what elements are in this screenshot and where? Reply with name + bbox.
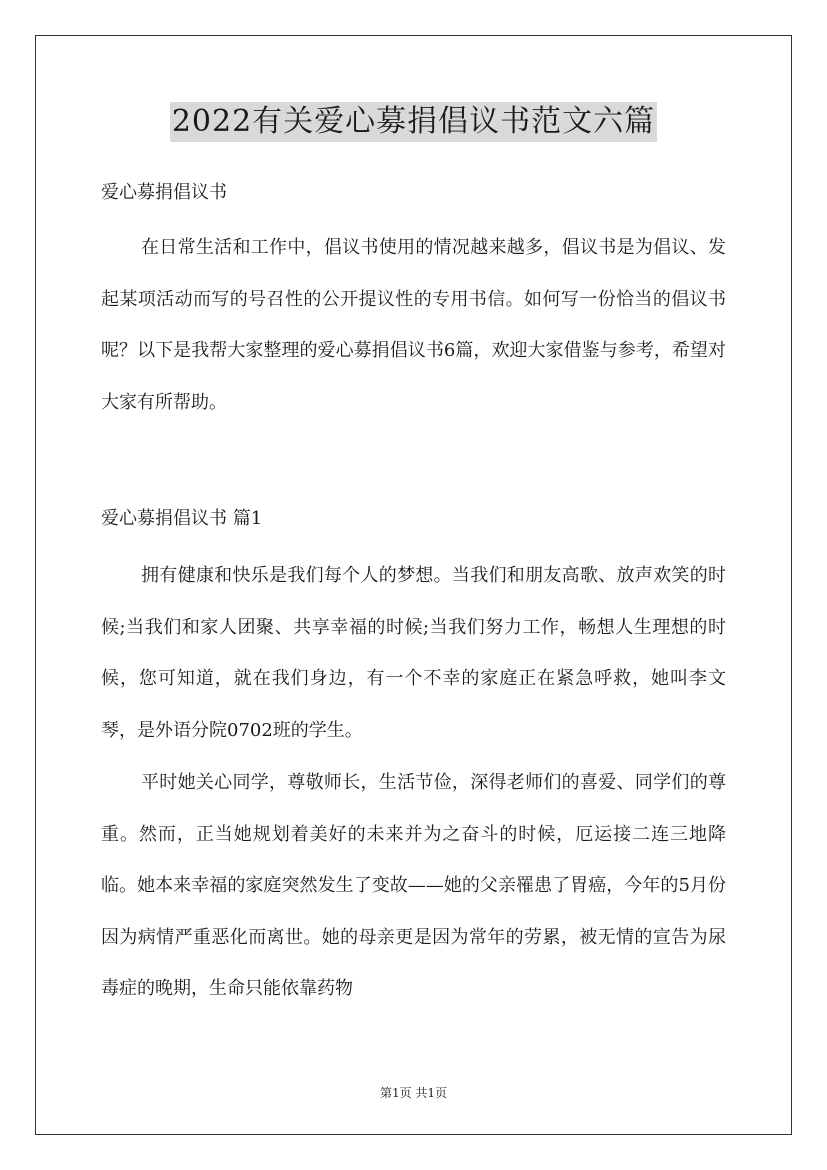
intro-heading: 爱心募捐倡议书	[101, 182, 227, 203]
title-container	[0, 102, 827, 142]
section1-heading: 爱心募捐倡议书 篇1	[101, 508, 263, 529]
section1-paragraph-2: 平时她关心同学，尊敬师长，生活节俭，深得老师们的喜爱、同学们的尊重。然而，正当她规划着美好的未来并为之奋斗的时候，厄运接二连三地降临。她本来幸福的家庭突然发生了变故——她的父亲罹患了胃癌，今年的5月份因为病情严重恶化而离世。她的母亲更是因为常年的劳累，被无情的宣告为尿毒症的晚期，生命只能依靠药物	[101, 772, 726, 999]
intro-paragraph: 在日常生活和工作中，倡议书使用的情况越来越多，倡议书是为倡议、发起某项活动而写的号召性的公开提议性的专用书信。如何写一份恰当的倡议书呢？以下是我帮大家整理的爱心募捐倡议书6篇，欢迎大家借鉴与参考，希望对大家有所帮助。	[101, 237, 726, 413]
section1-paragraph-1: 拥有健康和快乐是我们每个人的梦想。当我们和朋友高歌、放声欢笑的时候;当我们和家人团聚、共享幸福的时候;当我们努力工作，畅想人生理想的时候，您可知道，就在我们身边，有一个不幸的家庭正在紧急呼救，她叫李文琴，是外语分院0702班的学生。	[101, 565, 726, 741]
page-footer: 第1页 共1页	[379, 1086, 448, 1100]
document-title: 2022有关爱心募捐倡议书范文六篇	[170, 102, 657, 142]
